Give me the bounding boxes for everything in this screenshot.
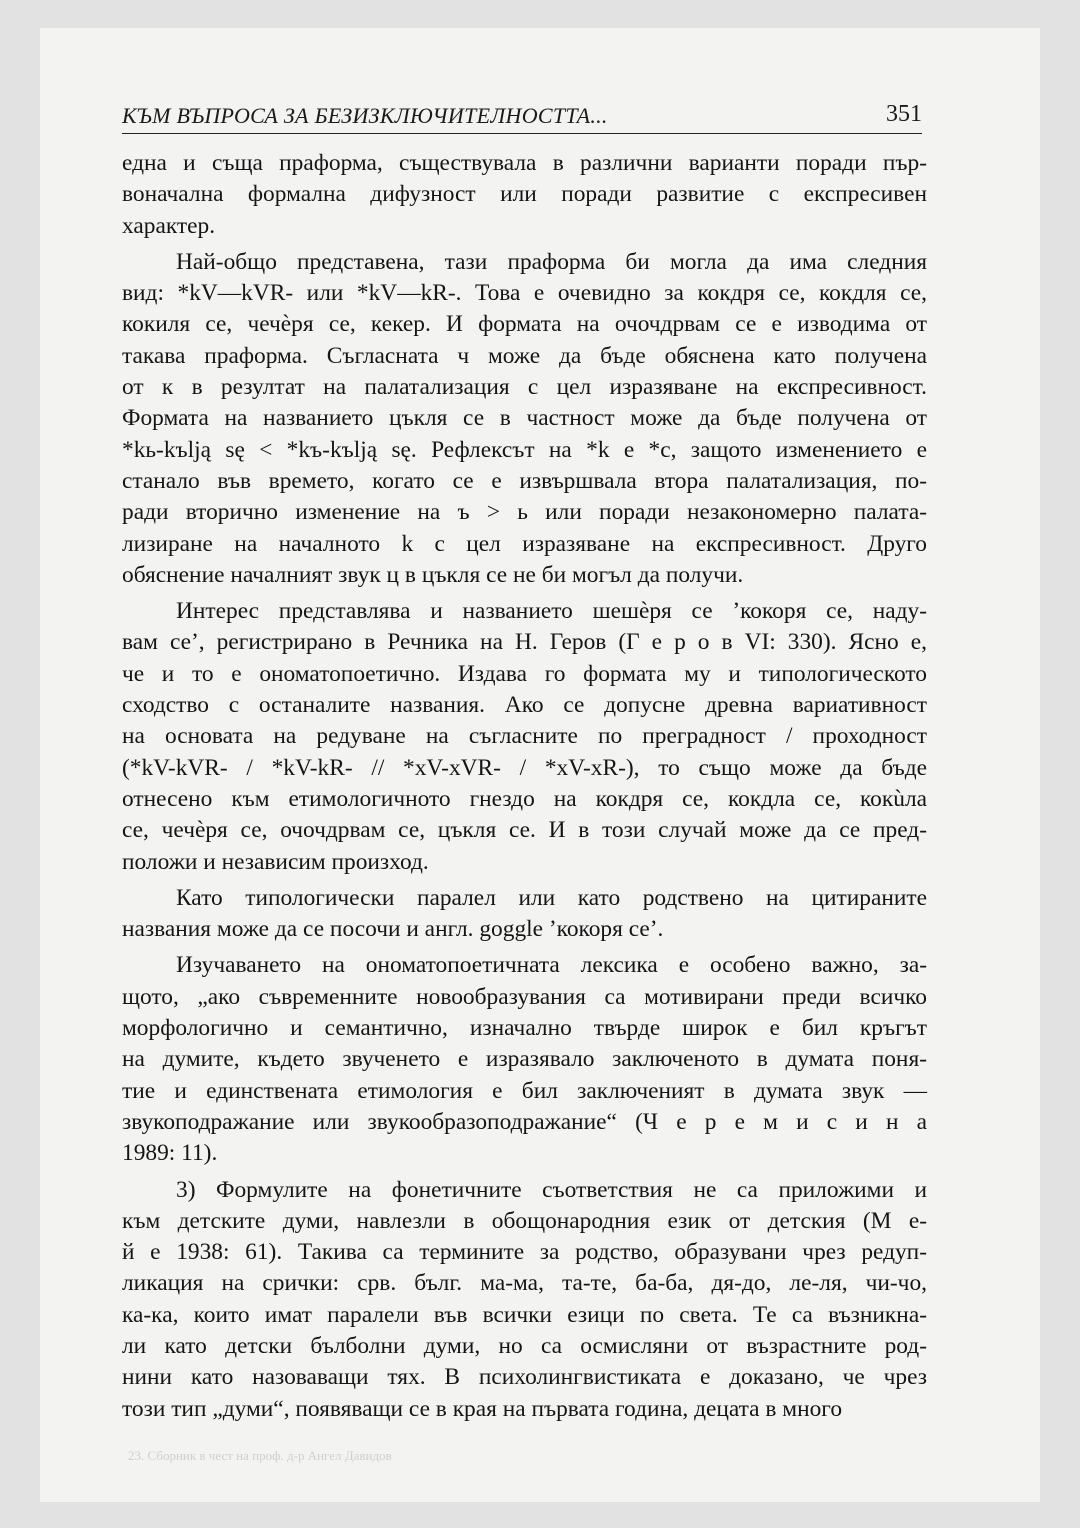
text-line: отнесено към етимологичното гнездо на кокдря се, кокдла се, кокùла — [122, 785, 927, 812]
text-line: към детските думи, навлезли в обощонародния език от детския (М е- — [122, 1207, 927, 1234]
body-text — [122, 148, 927, 1425]
text-line: воначална формална дифузност или поради развитие с експресивен — [122, 181, 927, 208]
text-line: 3) Формулите на фонетичните съответствия не са приложими и — [176, 1176, 927, 1203]
text-line: характер. — [122, 212, 216, 239]
text-line: ликация на срички: срв. бълг. ма-ма, та-те, ба-ба, дя-до, ле-ля, чи-чо, — [122, 1270, 927, 1297]
text-line: кокиля се, чечèря се, кекер. И формата на очочдрвам се е изводима от — [122, 311, 927, 338]
text-line: от к в резултат на палатализация с цел изразяване на експресивност. — [122, 374, 927, 401]
text-line: лизиране на началното k с цел изразяване на експресивност. Друго — [122, 530, 927, 557]
text-line: ка-ка, които имат паралели във всички езици по света. Те са възникна- — [122, 1301, 927, 1328]
header-rule — [122, 133, 922, 134]
text-line: й е 1938: 61). Такива са термините за родство, образувани чрез редуп- — [122, 1239, 927, 1266]
page-header — [122, 101, 922, 133]
page-number: 351 — [886, 101, 922, 127]
text-line: такава праформа. Съгласната ч може да бъде обяснена като получена — [122, 342, 927, 369]
text-line: 1989: 11). — [122, 1140, 218, 1167]
text-line: ради вторично изменение на ъ > ь или поради незакономерно палата- — [122, 499, 927, 526]
text-line: се, чечèря се, очочдрвам се, цъкля се. И в този случай може да се пред- — [122, 817, 927, 844]
text-line: щото, „ако съвременните новообразувания са мотивирани преди всичко — [122, 983, 927, 1010]
text-line: *kь-kъlją sę < *kъ-kъlją sę. Рефлексът на *k е *с, защото изменението е — [122, 436, 927, 463]
text-line: ли като детски бълболни думи, но са осмисляни от възрастните род- — [122, 1332, 927, 1359]
text-line: звукоподражание или звукообразоподражание“ (Ч е р е м и с и н а — [122, 1108, 927, 1135]
text-line: нини като назоваващи тях. В психолингвистиката е доказано, че чрез — [122, 1364, 927, 1391]
paragraph — [122, 950, 927, 1169]
text-line: тие и единствената етимология е бил заключеният в думата звук — — [122, 1077, 927, 1104]
text-line: че и то е ономатопоетично. Издава го формата му и типологическото — [122, 660, 927, 687]
text-line: вам се’, регистрирано в Речника на Н. Геров (Г е р о в VI: 330). Ясно е, — [122, 629, 927, 656]
paragraph — [122, 1175, 927, 1425]
paragraph — [122, 247, 927, 591]
paragraph — [122, 148, 927, 242]
bleed-through-footer: 23. Сборник в чест на проф. д-р Ангел Давидов — [128, 1448, 392, 1463]
text-line: вид: *kV—kVR- или *kV—kR-. Това е очевидно за кокдря се, кокдля се, — [122, 280, 927, 307]
paragraph — [122, 596, 927, 878]
text-line: Най-общо представена, тази праформа би могла да има следния — [176, 248, 927, 275]
running-title: КЪМ ВЪПРОСА ЗА БЕЗИЗКЛЮЧИТЕЛНОСТТА... — [122, 103, 608, 128]
text-line: на основата на редуване на съгласните по преградност / проходност — [122, 723, 927, 750]
text-line: станало във времето, когато се е извършвала втора палатализация, по- — [122, 467, 927, 494]
text-line: (*kV-kVR- / *kV-kR- // *xV-xVR- / *xV-xR-), то също може да бъде — [122, 754, 927, 781]
text-line: Изучаването на ономатопоетичната лексика е особено важно, за- — [176, 952, 927, 979]
text-line: морфологично и семантично, изначално твърде широк е бил кръгът — [122, 1015, 927, 1042]
text-line: названия може да се посочи и англ. goggle ’кокоря се’. — [122, 916, 664, 943]
text-line: една и съща праформа, съществувала в различни варианти поради пър- — [122, 150, 927, 176]
paragraph — [122, 883, 927, 946]
text-line: Интерес представлява и названието шешèря се ’кокоря се, наду- — [176, 598, 927, 625]
text-line: този тип „думи“, появяващи се в края на първата година, децата в много — [122, 1395, 843, 1422]
text-line: Като типологически паралел или като родствено на цитираните — [176, 884, 927, 911]
text-line: сходство с останалите названия. Ако се допусне древна вариативност — [122, 692, 927, 719]
text-line: обяснение началният звук ц в цъкля се не би могъл да получи. — [122, 561, 744, 588]
text-line: на думите, където звученето е изразявало заключеното в думата поня- — [122, 1046, 927, 1073]
text-line: положи и независим произход. — [122, 848, 429, 875]
text-line: Формата на названието цъкля се в частност може да бъде получена от — [122, 405, 927, 432]
